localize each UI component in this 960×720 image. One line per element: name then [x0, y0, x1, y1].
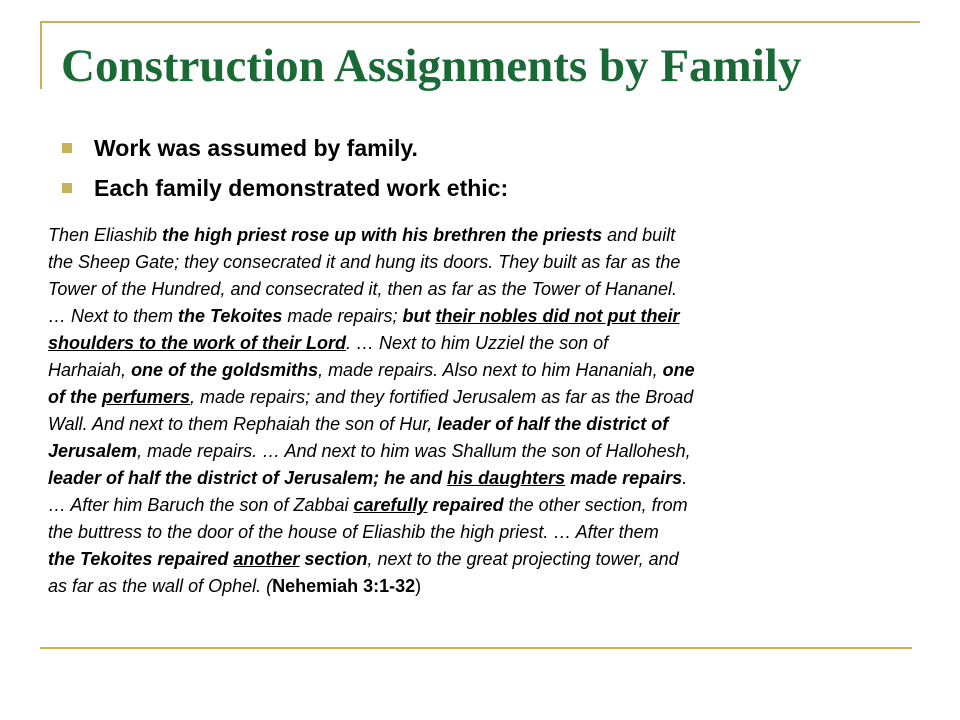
quote-text: , made repairs. Also next to him Hananiah,: [318, 360, 663, 380]
quote-emphasis: one of the goldsmiths: [131, 360, 319, 380]
quote-line: [48, 411, 928, 438]
quote-line: [48, 465, 928, 492]
quote-underlined-emphasis: perfumers: [102, 387, 191, 407]
quote-emphasis: one: [662, 360, 695, 380]
slide-title: Construction Assignments by Family: [61, 40, 802, 92]
quote-text: . … Next to him Uzziel the son of: [346, 333, 609, 353]
quote-emphasis: the high priest rose up with his brethren the priests: [162, 225, 603, 245]
bullet-item: [62, 128, 508, 168]
quote-text: and built: [602, 225, 676, 245]
quote-emphasis: of the: [48, 387, 102, 407]
quote-emphasis: but: [402, 306, 436, 326]
quote-line: [48, 357, 928, 384]
quote-emphasis: the Tekoites: [178, 306, 283, 326]
quote-line: [48, 384, 928, 411]
bullet-text: Work was assumed by family.: [94, 134, 418, 161]
quote-underlined-emphasis: another: [233, 549, 300, 569]
frame-top-rule: [40, 21, 920, 23]
quote-underlined-emphasis: shoulders to the work of their Lord: [48, 333, 347, 353]
quote-text: Then Eliashib: [48, 225, 163, 245]
quote-emphasis: section: [299, 549, 368, 569]
quote-line: [48, 222, 928, 249]
quote-text: the buttress to the door of the house of Eliashib the high priest. … After them: [48, 522, 659, 542]
quote-text: , made repairs. … And next to him was Shallum the son of Hallohesh,: [137, 441, 691, 461]
quote-emphasis: the Tekoites repaired: [48, 549, 234, 569]
quote-line: [48, 546, 928, 573]
quote-text: .: [682, 468, 688, 488]
bullet-item: [62, 168, 508, 208]
quote-line: [48, 303, 928, 330]
quote-text: as far as the wall of Ophel. (: [48, 576, 273, 596]
quote-text: , next to the great projecting tower, and: [367, 549, 679, 569]
quote-text: … Next to them: [48, 306, 179, 326]
quote-emphasis: Jerusalem: [48, 441, 138, 461]
bullet-list: [62, 128, 508, 208]
quote-emphasis: repaired: [432, 495, 504, 515]
frame-left-rule: [40, 21, 42, 89]
quote-line: [48, 519, 928, 546]
quote-emphasis: leader of half the district of: [437, 414, 669, 434]
quote-text: the Sheep Gate; they consecrated it and hung its doors. They built as far as the: [48, 252, 681, 272]
quote-text: Wall. And next to them Rephaiah the son of Hur,: [48, 414, 438, 434]
quote-emphasis: leader of half the district of Jerusalem; he and: [48, 468, 448, 488]
quote-text: ): [415, 576, 422, 596]
quote-emphasis: made repairs: [565, 468, 683, 488]
quote-text: made repairs;: [282, 306, 403, 326]
quote-line: [48, 249, 928, 276]
quote-underlined-emphasis: his daughters: [447, 468, 566, 488]
quote-underlined-emphasis: carefully: [353, 495, 428, 515]
quote-text: Tower of the Hundred, and consecrated it, then as far as the Tower of Hananel.: [48, 279, 678, 299]
scripture-quote: [48, 222, 928, 600]
square-bullet-icon: [62, 183, 72, 193]
scripture-reference: Nehemiah 3:1-32: [272, 576, 416, 596]
quote-text: Harhaiah,: [48, 360, 132, 380]
quote-underlined-emphasis: their nobles did not put their: [435, 306, 680, 326]
square-bullet-icon: [62, 143, 72, 153]
quote-line: [48, 573, 928, 600]
quote-line: [48, 492, 928, 519]
quote-line: [48, 276, 928, 303]
bullet-text: Each family demonstrated work ethic:: [94, 174, 509, 201]
frame-bottom-rule: [40, 647, 912, 649]
quote-line: [48, 438, 928, 465]
quote-text: … After him Baruch the son of Zabbai: [48, 495, 354, 515]
quote-text: , made repairs; and they fortified Jerusalem as far as the Broad: [190, 387, 694, 407]
quote-line: [48, 330, 928, 357]
quote-text: the other section, from: [503, 495, 688, 515]
